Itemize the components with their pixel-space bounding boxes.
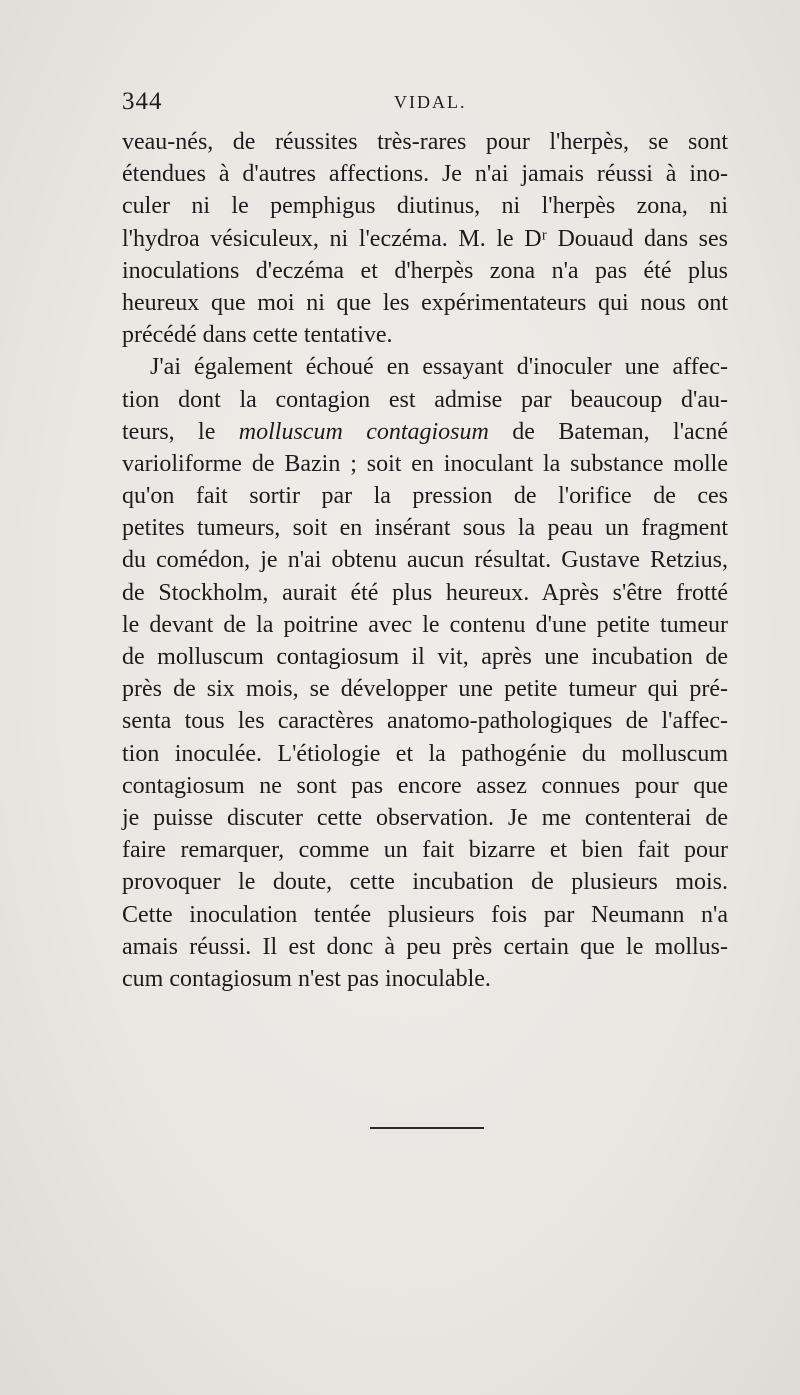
text-line: provoquer le doute, cette incubation de plusieurs mois.: [122, 869, 728, 896]
text-line: Cette inoculation tentée plusieurs fois par Neumann n'a: [122, 901, 728, 928]
text-line: faire remarquer, comme un fait bizarre et bien fait pour: [122, 837, 728, 864]
text-line: varioliforme de Bazin ; soit en inoculant la substance molle: [122, 450, 728, 477]
text-line: près de six mois, se développer une petite tumeur qui pré-: [122, 676, 728, 703]
text-line: du comédon, je n'ai obtenu aucun résultat. Gustave Retzius,: [122, 547, 728, 574]
text-line: de molluscum contagiosum il vit, après une incubation de: [122, 644, 728, 670]
running-head: VIDAL.: [394, 92, 467, 112]
text-line: petites tumeurs, soit en insérant sous la peau un fragment: [122, 515, 728, 542]
text-line: veau-nés, de réussites très-rares pour l'herpès, se sont: [122, 129, 728, 155]
text-line: précédé dans cette tentative.: [122, 322, 393, 349]
text-line: inoculations d'eczéma et d'herpès zona n'a pas été plus: [122, 257, 728, 284]
page-number: 344: [122, 88, 163, 115]
section-divider: [370, 1127, 484, 1129]
text-line: heureux que moi ni que les expérimentateurs qui nous ont: [122, 289, 728, 316]
text-line: tion inoculée. L'étiologie et la pathogénie du molluscum: [122, 740, 728, 767]
italic-term: molluscum contagiosum: [238, 418, 489, 445]
text-line: [122, 416, 728, 448]
text-line: l'hydroa vésiculeux, ni l'eczéma. M. le Dʳ Douaud dans ses: [122, 225, 728, 252]
text-line: de Stockholm, aurait été plus heureux. Après s'être frotté: [122, 579, 728, 606]
text-line: cum contagiosum n'est pas inoculable.: [122, 965, 491, 992]
text-line: étendues à d'autres affections. Je n'ai jamais réussi à ino-: [122, 161, 728, 188]
text-line: le devant de la poitrine avec le contenu d'une petite tumeur: [122, 611, 728, 638]
text-line: J'ai également échoué en essayant d'inoculer une affec-: [150, 354, 728, 381]
text-line: culer ni le pemphigus diutinus, ni l'herpès zona, ni: [122, 193, 728, 220]
text-line: je puisse discuter cette observation. Je me contenterai de: [122, 804, 728, 831]
text-line: senta tous les caractères anatomo-pathologiques de l'affec-: [122, 708, 728, 735]
text-line: qu'on fait sortir par la pression de l'orifice de ces: [122, 483, 728, 510]
text-fragment: de Bateman, l'acné: [488, 418, 728, 445]
body-text: [122, 126, 728, 995]
text-line: amais réussi. Il est donc à peu près certain que le mollus-: [122, 933, 728, 960]
text-line: contagiosum ne sont pas encore assez connues pour que: [122, 772, 728, 799]
text-line: tion dont la contagion est admise par beaucoup d'au-: [122, 386, 728, 413]
page-header: [122, 88, 728, 118]
text-fragment: teurs, le: [122, 418, 239, 445]
